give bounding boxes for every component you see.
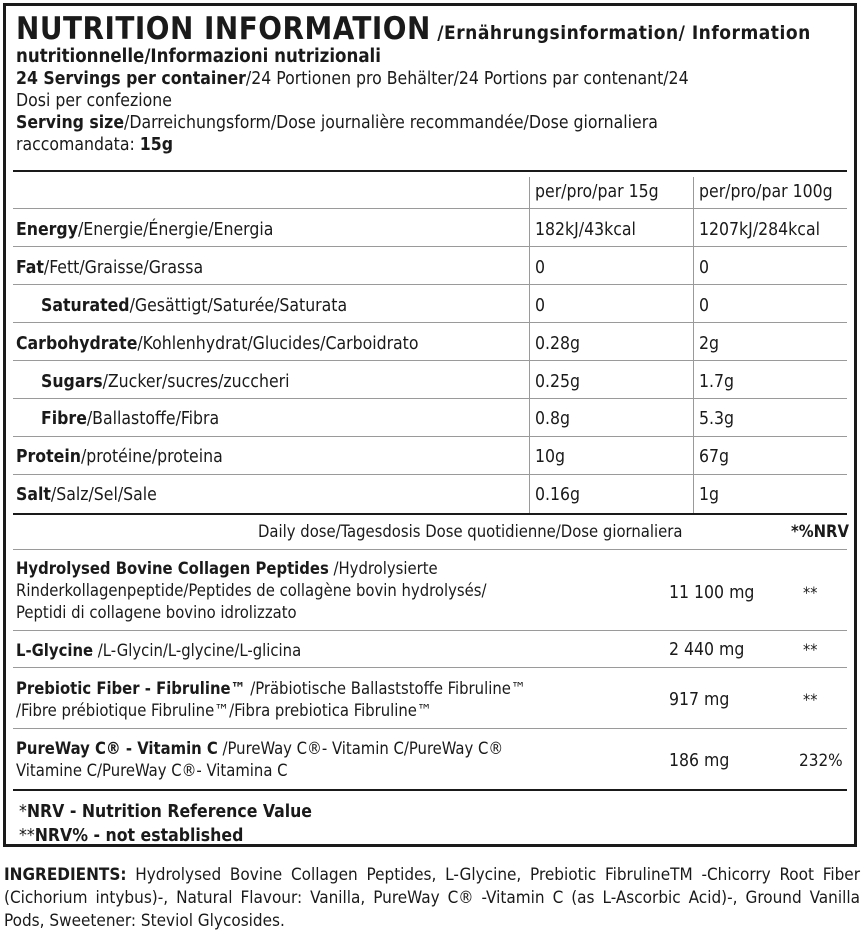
nrv-header: *%NRV [791, 522, 849, 541]
row-divider [13, 360, 847, 361]
row-value-15g: 0.25g [535, 372, 581, 392]
section-rule [13, 513, 847, 515]
daily-item-amount: 11 100 mg [669, 583, 755, 603]
row-label-protein: Protein/protéine/proteina [16, 447, 223, 467]
row-value-15g: 182kJ/43kcal [535, 220, 636, 240]
row-label-fat: Fat/Fett/Graisse/Grassa [16, 258, 204, 278]
row-label-energy: Energy/Energie/Énergie/Energia [16, 220, 274, 240]
row-value-100g: 0 [699, 258, 710, 278]
footnote-nrv: *NRV - Nutrition Reference Value [19, 802, 312, 822]
panel-header [16, 12, 846, 156]
daily-item-glycine: L-Glycine /L-Glycin/L-glycine/L-glicina [16, 641, 302, 660]
row-label-salt: Salt/Salz/Sel/Sale [16, 485, 157, 505]
footer-rule [13, 789, 847, 791]
ingredients-text: INGREDIENTS: Hydrolysed Bovine Collagen Peptides, L-Glycine, Prebiotic FibrulineTM -Chicorry Root Fiber (Cichorium intybus)-, Natural Flavour: Vanilla, PureWay C® -Vitamin C (as L-Ascorbic Acid)-, Ground Vanilla Pods, Sweetener: Steviol Glycosides. [4, 865, 860, 931]
row-value-100g: 2g [699, 334, 720, 354]
row-label-carbohydrate: Carbohydrate/Kohlenhydrat/Glucides/Carboidrato [16, 334, 419, 354]
row-divider [13, 398, 847, 399]
daily-item-nrv: 232% [799, 751, 843, 771]
row-divider [13, 208, 847, 209]
row-value-100g: 1.7g [699, 372, 735, 392]
serving-size-line-2: raccomandata: 15g [16, 135, 173, 155]
row-divider [13, 246, 847, 247]
row-label-saturated: Saturated/Gesättigt/Saturée/Saturata [41, 296, 348, 316]
row-value-15g: 0.16g [535, 485, 581, 505]
daily-item-nrv: ** [803, 640, 818, 659]
column-separator [529, 177, 530, 515]
row-divider [13, 630, 847, 631]
footnote-nrv-percent: **NRV% - not established [19, 826, 244, 846]
row-value-15g: 0.28g [535, 334, 581, 354]
row-value-100g: 1g [699, 485, 720, 505]
row-divider [13, 667, 847, 668]
row-divider [13, 436, 847, 437]
daily-item-amount: 2 440 mg [669, 640, 745, 660]
header-rule [13, 170, 847, 172]
title-translations: /Ernährungsinformation/ Information [430, 22, 811, 44]
row-divider [13, 549, 847, 550]
daily-item-amount: 917 mg [669, 690, 730, 710]
daily-item-nrv: ** [803, 690, 818, 709]
row-divider [13, 284, 847, 285]
daily-item-vitamin-c: PureWay C® - Vitamin C /PureWay C®- Vitamin C/PureWay C® Vitamine C/PureWay C®- Vitamina C [16, 739, 504, 780]
row-value-15g: 0 [535, 258, 546, 278]
row-value-100g: 1207kJ/284kcal [699, 220, 820, 240]
row-divider [13, 322, 847, 323]
row-divider [13, 474, 847, 475]
column-separator [693, 177, 694, 515]
serving-size-line: Serving size/Darreichungsform/Dose journalière recommandée/Dose giornaliera [16, 113, 658, 133]
row-value-15g: 0.8g [535, 409, 571, 429]
servings-line: 24 Servings per container/24 Portionen pro Behälter/24 Portions par contenant/24 [16, 69, 689, 89]
row-value-15g: 10g [535, 447, 566, 467]
nutrition-panel [3, 3, 857, 847]
ingredients-label: INGREDIENTS: [4, 865, 127, 885]
row-value-100g: 5.3g [699, 409, 735, 429]
title-translations-line2: nutritionnelle/Informazioni nutrizionali [16, 46, 381, 67]
daily-item-collagen: Hydrolysed Bovine Collagen Peptides /Hydrolysierte Rinderkollagenpeptide/Peptides de collagène bovin hydrolysés/ Peptidi di collagene bovino idrolizzato [16, 559, 487, 622]
daily-item-amount: 186 mg [669, 751, 730, 771]
row-label-sugars: Sugars/Zucker/sucres/zuccheri [41, 372, 290, 392]
col-header-100g: per/pro/par 100g [699, 182, 833, 202]
row-label-fibre: Fibre/Ballastoffe/Fibra [41, 409, 220, 429]
col-header-15g: per/pro/par 15g [535, 182, 659, 202]
panel-title: NUTRITION INFORMATION /Ernährungsinformation/ Information [16, 11, 811, 47]
daily-item-nrv: ** [803, 583, 818, 602]
row-value-100g: 67g [699, 447, 730, 467]
row-value-100g: 0 [699, 296, 710, 316]
row-divider [13, 728, 847, 729]
servings-line-2: Dosi per confezione [16, 91, 172, 111]
daily-item-fibruline: Prebiotic Fiber - Fibruline™ /Präbiotische Ballaststoffe Fibruline™ /Fibre prébiotique Fibruline™/Fibra prebiotica Fibruline™ [16, 679, 526, 720]
daily-dose-header: Daily dose/Tagesdosis Dose quotidienne/Dose giornaliera [258, 522, 683, 541]
row-value-15g: 0 [535, 296, 546, 316]
